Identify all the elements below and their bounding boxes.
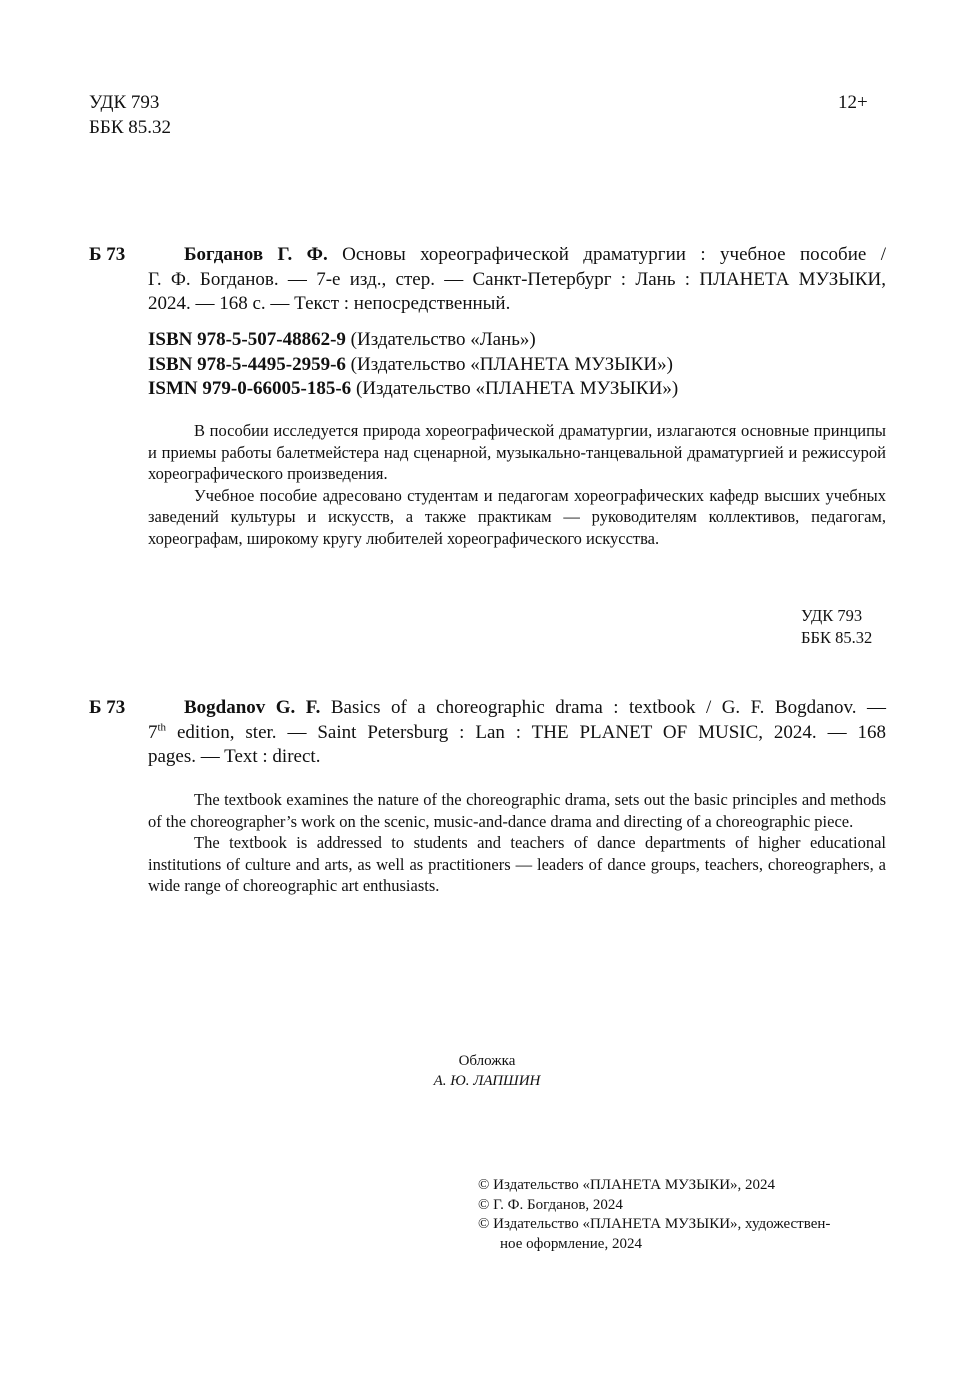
en-entry-line3: pages. — Text : direct. (148, 746, 321, 767)
en-abstract-p2: The textbook is addressed to students and teachers of dance departments of higher educational institutions of culture and arts, as well as practitioners — leaders of dance groups, teachers, choreographers, a wide range of choreographic art enthusiasts. (148, 833, 886, 895)
copyright-line: © Издательство «ПЛАНЕТА МУЗЫКИ», художествен- (478, 1216, 831, 1232)
ru-abstract (148, 420, 886, 549)
ru-author: Богданов Г. Ф. (184, 244, 328, 265)
en-entry-mark: Б 73 (89, 697, 126, 718)
ismn-code: ISMN 979-0-66005-185-6 (148, 378, 352, 399)
en-title: Basics of a choreographic drama : textbook / G. F. Bogdanov. — (330, 697, 886, 718)
header-bbk: ББК 85.32 (89, 116, 171, 138)
ru-entry-line3: 2024. — 168 с. — Текст : непосредственный. (148, 293, 511, 314)
en-abstract-p1: The textbook examines the nature of the choreographic drama, sets out the basic principles and methods of the choreographer’s work on the scenic, music-and-dance drama and directing of a choreographic piece. (148, 790, 886, 831)
copyright-line: © Издательство «ПЛАНЕТА МУЗЫКИ», 2024 (478, 1177, 776, 1193)
isbn-row (148, 328, 678, 353)
isbn-list (148, 328, 678, 402)
ru-entry-mark: Б 73 (89, 244, 126, 265)
class-udk: УДК 793 (801, 606, 863, 625)
ru-entry-line1 (148, 243, 886, 268)
isbn-publisher: (Издательство «ПЛАНЕТА МУЗЫКИ») (350, 353, 673, 375)
class-bbk: ББК 85.32 (801, 627, 873, 647)
isbn-publisher: (Издательство «ПЛАНЕТА МУЗЫКИ») (355, 378, 679, 399)
en-bibliographic-entry (148, 696, 886, 770)
isbn-code: ISBN 978-5-507-48862-9 (148, 329, 346, 350)
classification-right (801, 605, 872, 648)
copyright-line: © Г. Ф. Богданов, 2024 (478, 1196, 623, 1213)
edition-suffix: th (157, 721, 167, 734)
isbn-publisher: (Издательство «Лань») (350, 329, 536, 350)
ru-abstract-p1: В пособии исследуется природа хореографической драматургии, излагаются основные принципы и приемы работы балетмейстера над сценарной, музыкально-танцевальной драматургией и режиссурой хореографического произведения. (148, 421, 886, 483)
cover-label: Обложка (458, 1053, 516, 1069)
copyright-line-continued: ное оформление, 2024 (500, 1235, 642, 1252)
en-entry-line1 (148, 696, 886, 721)
copyright-block (478, 1176, 830, 1254)
cover-artist: А. Ю. ЛАПШИН (433, 1072, 541, 1089)
en-author: Bogdanov G. F. (184, 697, 321, 718)
header-classification (89, 91, 171, 140)
en-entry-line2-text: edition, ster. — Saint Petersburg : Lan : THE PLANET OF MUSIC, 2024. — 168 (176, 721, 886, 743)
en-entry-line2 (148, 721, 886, 746)
edition-number: 7 (148, 721, 158, 743)
isbn-code: ISBN 978-5-4495-2959-6 (148, 353, 346, 375)
ru-entry-line2: Г. Ф. Богданов. — 7-е изд., стер. — Санкт-Петербург : Лань : ПЛАНЕТА МУЗЫКИ, (148, 268, 886, 290)
header-udk: УДК 793 (89, 92, 160, 113)
age-rating: 12+ (838, 92, 868, 113)
isbn-row (148, 377, 678, 402)
isbn-row (148, 353, 678, 378)
en-abstract (148, 789, 886, 897)
ru-bibliographic-entry (148, 243, 886, 317)
cover-credit (387, 1052, 587, 1091)
ru-abstract-p2: Учебное пособие адресовано студентам и педагогам хореографических кафедр высших учебных заведений культуры и искусств, а также практикам — руководителям коллективов, педагогам, хореографам, широкому кругу любителей хореографического искусства. (148, 485, 886, 548)
ru-title: Основы хореографической драматургии : учебное пособие / (342, 244, 887, 265)
